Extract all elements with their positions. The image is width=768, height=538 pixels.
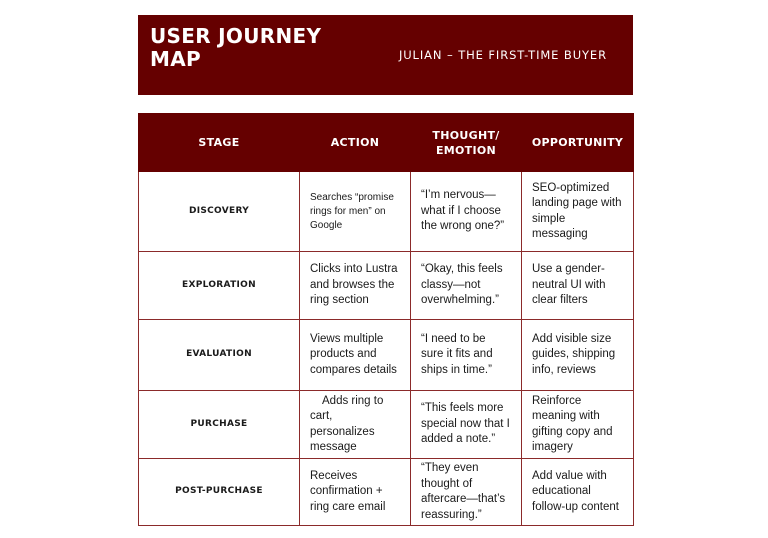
column-header-stage: STAGE <box>139 114 300 172</box>
stage-cell: POST-PURCHASE <box>139 459 300 526</box>
action-cell: Searches “promise rings for men” on Google <box>300 172 411 252</box>
action-cell: Clicks into Lustra and browses the ring section <box>300 252 411 320</box>
opportunity-cell: Reinforce meaning with gifting copy and imagery <box>522 391 634 459</box>
thought-cell: “I need to be sure it fits and ships in time.” <box>411 320 522 391</box>
header-banner <box>138 15 633 95</box>
page-title: USER JOURNEY MAP <box>150 24 322 71</box>
stage-cell: EVALUATION <box>139 320 300 391</box>
column-header-thought: THOUGHT/ EMOTION <box>411 114 522 172</box>
table-row <box>139 459 634 526</box>
thought-cell: “Okay, this feels classy—not overwhelming.” <box>411 252 522 320</box>
action-cell: Adds ring to cart, personalizes message <box>300 391 411 459</box>
table-row <box>139 391 634 459</box>
table-header-row <box>139 114 634 172</box>
stage-cell: PURCHASE <box>139 391 300 459</box>
table-row <box>139 172 634 252</box>
opportunity-cell: Add visible size guides, shipping info, reviews <box>522 320 634 391</box>
stage-cell: EXPLORATION <box>139 252 300 320</box>
persona-subtitle: JULIAN – THE FIRST-TIME BUYER <box>398 48 607 62</box>
journey-table <box>138 113 634 526</box>
stage-cell: DISCOVERY <box>139 172 300 252</box>
table-row <box>139 320 634 391</box>
opportunity-cell: Add value with educational follow-up content <box>522 459 634 526</box>
opportunity-cell: Use a gender-neutral UI with clear filters <box>522 252 634 320</box>
action-cell: Receives confirmation + ring care email <box>300 459 411 526</box>
column-header-action: ACTION <box>300 114 411 172</box>
thought-cell: “They even thought of aftercare—that’s reassuring.” <box>411 459 522 526</box>
thought-cell: “I’m nervous—what if I choose the wrong one?” <box>411 172 522 252</box>
opportunity-cell: SEO-optimized landing page with simple messaging <box>522 172 634 252</box>
action-cell: Views multiple products and compares details <box>300 320 411 391</box>
column-header-opportunity: OPPORTUNITY <box>522 114 634 172</box>
thought-cell: “This feels more special now that I added a note.” <box>411 391 522 459</box>
table-row <box>139 252 634 320</box>
